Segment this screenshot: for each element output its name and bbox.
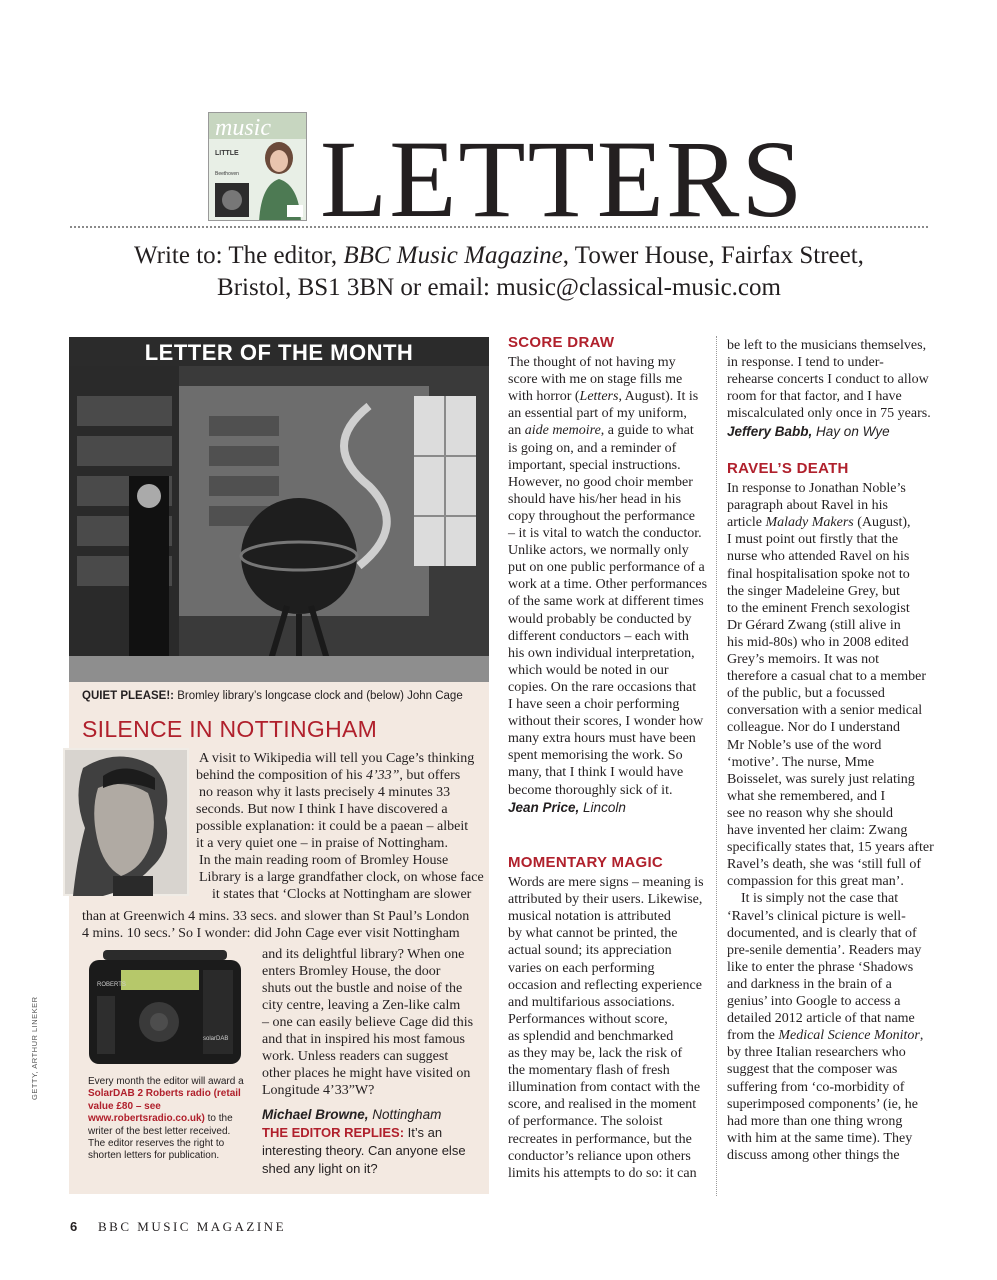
text-line: have invented her claim: Zwang: [727, 823, 908, 838]
text-line: than at Greenwich 4 mins. 33 secs. and slower than St Paul’s London: [82, 909, 470, 924]
text-line: and darkness in the brain of a: [727, 976, 892, 992]
text-line: Library is a large grandfather clock, on whose face: [199, 870, 484, 885]
text-line: the singer Madeleine Grey, but: [727, 583, 900, 599]
text-line: without their scores, I wonder how: [508, 714, 704, 730]
solardab-radio-photo: [85, 950, 245, 1068]
letter-signoff: Jeffery Babb, Hay on Wye: [727, 423, 890, 439]
text-line: room for that factor, and I have: [727, 389, 902, 405]
address-line-2: Bristol, BS1 3BN or email: music@classical-music.com: [217, 274, 781, 301]
ravels-death-heading: RAVEL’S DEATH: [727, 460, 849, 477]
text-line: miscalculated only once in 75 years.: [727, 406, 931, 422]
text-line: In the main reading room of Bromley House: [199, 853, 449, 868]
text-line: 4 mins. 10 secs.’ So I wonder: did John Cage ever visit Nottingham: [82, 926, 460, 941]
text-line: In response to Jonathan Noble’s: [727, 481, 906, 496]
photo-caption: QUIET PLEASE!: Bromley library’s longcase clock and (below) John Cage: [82, 690, 463, 702]
text-line: Ravel’s death, she was ‘still full of: [727, 857, 922, 873]
text-line: Boisselet, was surely just relating: [727, 771, 915, 787]
momentary-magic-heading: MOMENTARY MAGIC: [508, 854, 664, 871]
text-line: – it is vital to watch the conductor.: [508, 526, 702, 541]
text-line: his mid-80s) who in 2008 edited: [727, 634, 909, 650]
text-line: his own individual interpretation,: [508, 645, 695, 661]
text-line: varies on each performing: [508, 960, 655, 976]
text-line: colleague. Nor do I understand: [727, 720, 900, 736]
address-line-1: Write to: The editor, BBC Music Magazine, Tower House, Fairfax Street,: [134, 242, 864, 269]
text-line: what she remembered, and I: [727, 788, 886, 804]
text-line: many, that I think I would have: [508, 765, 684, 781]
text-line: suggest that the composer was: [727, 1062, 898, 1078]
header-dotted-rule: [70, 226, 928, 228]
text-line: illumination from contact with the: [508, 1080, 701, 1096]
text-line: enters Bromley House, the door: [262, 964, 441, 979]
text-line: shuts out the bustle and noise of the: [262, 981, 463, 996]
footer-magazine-name: BBC MUSIC MAGAZINE: [98, 1219, 287, 1234]
text-line: Words are mere signs – meaning is: [508, 875, 704, 890]
text-line: to the eminent French sexologist: [727, 600, 910, 616]
page-number: 6: [70, 1219, 78, 1234]
text-line: other places he might have visited on: [262, 1066, 471, 1081]
text-line: see no reason why she should: [727, 805, 894, 821]
text-line: It is simply not the case that: [741, 891, 899, 907]
text-line: of performance. The soloist: [508, 1114, 663, 1130]
text-line: I have seen a choir performing: [508, 697, 680, 712]
text-line: which would be noted in our: [508, 662, 669, 678]
text-line: conductor’s reliance upon others: [508, 1148, 691, 1164]
text-line: superimposed components’ (ie, he: [727, 1096, 919, 1112]
magazine-cover-thumbnail: [208, 112, 307, 221]
text-line: therefore a casual chat to a member: [727, 669, 927, 685]
text-line: copies. On the rare occasions that: [508, 679, 697, 695]
text-line: Mr Noble’s use of the word: [727, 737, 882, 753]
text-line: and its delightful library? When one: [262, 947, 465, 962]
write-to-address: [70, 240, 928, 304]
cover-line: Beethoven: [215, 171, 239, 177]
text-line: city centre, leaving a Zen-like calm: [262, 998, 461, 1013]
text-line: from the Medical Science Monitor,: [727, 1028, 924, 1044]
lotm-signoff: Michael Browne, Nottingham: [262, 1107, 442, 1122]
text-line: with him at the same time). They: [727, 1130, 913, 1146]
text-line: limits his attempts to do so: it can: [508, 1165, 697, 1181]
text-line: no reason why it lasts precisely 4 minutes 33: [199, 785, 451, 800]
text-line: attributed by their users. Likewise,: [508, 892, 703, 908]
cover-logo: music: [215, 115, 271, 141]
text-line: of the public, but a focussed: [727, 686, 885, 702]
text-line: Longitude 4’33”W?: [262, 1083, 375, 1098]
text-line: musical notation is attributed: [508, 909, 671, 925]
john-cage-photo: [63, 748, 189, 896]
text-line: in response. I tend to under-: [727, 355, 884, 371]
text-line: specifically states that, 15 years after: [727, 840, 934, 856]
text-line: had more than one thing wrong: [727, 1113, 903, 1129]
text-line: documented, and is clearly that of: [727, 925, 917, 941]
letter-headline: SILENCE IN NOTTINGHAM: [82, 716, 378, 742]
text-line: score, and realised in the moment: [508, 1097, 697, 1113]
editor-replies: THE EDITOR REPLIES: It’s an interesting theory. Can anyone else shed any light on it?: [262, 1125, 466, 1176]
text-line: it a very quiet one – in praise of Nottingham.: [196, 836, 448, 851]
text-line: spent memorising the work. So: [508, 748, 683, 764]
text-line: paragraph about Ravel in his: [727, 498, 888, 514]
text-line: the momentary flash of fresh: [508, 1063, 670, 1079]
text-line: compassion for this great man’.: [727, 874, 904, 890]
text-line: behind the composition of his 4’33”, but offers: [196, 768, 461, 783]
text-line: copy throughout the performance: [508, 508, 695, 524]
text-line: as they may be, lack the risk of: [508, 1046, 683, 1061]
page-title: LETTERS: [320, 118, 805, 240]
text-line: score with me on stage fills me: [508, 372, 683, 388]
text-line: The thought of not having my: [508, 355, 676, 370]
text-line: an essential part of my uniform,: [508, 406, 687, 422]
text-line: discuss among other things the: [727, 1147, 900, 1163]
magazine-name: BBC Music Magazine: [343, 242, 563, 269]
text-line: occasion and reflecting experience: [508, 977, 702, 993]
text-line: by what cannot be printed, the: [508, 926, 678, 942]
column-rule: [716, 336, 717, 1196]
text-line: genius’ into Google to access a: [727, 994, 901, 1009]
text-line: an aide memoire, a guide to what: [508, 423, 694, 439]
radio-brand: ROBERTS: [97, 982, 126, 988]
text-line: Grey’s memoirs. It was not: [727, 652, 880, 667]
text-line: However, no good choir member: [508, 474, 693, 490]
radio-model: solarDAB: [203, 1036, 229, 1042]
text-line: ‘Ravel’s clinical picture is well-: [727, 908, 906, 924]
text-line: like to enter the phrase ‘Shadows: [727, 959, 914, 975]
text-line: ‘motive’. The nurse, Mme: [727, 754, 875, 770]
text-line: possible explanation: it could be a paean – albeit: [196, 819, 469, 834]
text-line: and multifarious associations.: [508, 994, 675, 1010]
text-line: seconds. But now I think I have discovered a: [196, 802, 448, 817]
text-line: rehearse concerts I conduct to allow: [727, 372, 929, 388]
text-line: suffering from ‘co-morbidity of: [727, 1079, 905, 1095]
text-line: should have his/her head in his: [508, 491, 682, 507]
text-line: of the same work at different times: [508, 594, 704, 610]
letter-signoff: Jean Price, Lincoln: [508, 799, 626, 815]
photo-credit: GETTY, ARTHUR LINEKER: [30, 996, 39, 1100]
text-line: detailed 2012 article of that name: [727, 1011, 915, 1027]
text-line: and that in inspired his most famous: [262, 1032, 465, 1047]
text-line: is going on, and a reminder of: [508, 440, 677, 456]
text-line: conversation with a senior medical: [727, 703, 923, 719]
text-line: work. Unless readers can suggest: [262, 1049, 449, 1064]
text-line: many extra hours must have been: [508, 731, 696, 747]
cover-word: LITTLE: [215, 150, 239, 157]
text-line: pre-senile dementia’. Readers may: [727, 942, 922, 958]
text-line: – one can easily believe Cage did this: [262, 1015, 474, 1030]
text-line: nurse who attended Ravel on his: [727, 549, 910, 565]
text-line: Unlike actors, we normally only: [508, 543, 689, 559]
text-line: work at a time. Other performances: [508, 577, 708, 593]
text-line: Dr Gérard Zwang (still alive in: [727, 617, 901, 633]
text-line: become thoroughly sick of it.: [508, 782, 673, 798]
text-line: with horror (Letters, August). It is: [508, 389, 699, 405]
text-line: actual sound; its appreciation: [508, 943, 672, 959]
score-draw-heading: SCORE DRAW: [508, 334, 615, 351]
library-photo: [69, 366, 489, 682]
text-line: article Malady Makers (August),: [727, 515, 911, 531]
text-line: it states that ‘Clocks at Nottingham are slower: [212, 887, 472, 902]
text-line: different conductors – each with: [508, 628, 689, 644]
text-line: I must point out firstly that the: [727, 532, 899, 548]
text-line: A visit to Wikipedia will tell you Cage’s thinking: [199, 751, 475, 766]
text-line: would probably be conducted by: [508, 611, 692, 627]
prize-notice: Every month the editor will award a SolarDAB 2 Roberts radio (retail value £80 – see www.robertsradio.co.uk) to the writer of the best letter received. The editor reserves the right to shorten letters for publication.: [88, 1076, 244, 1162]
lotm-title: LETTER OF THE MONTH: [144, 340, 414, 365]
text-line: as splendid and benchmarked: [508, 1028, 674, 1044]
text-line: recreates in performance, but the: [508, 1131, 692, 1147]
text-line: put on one public performance of a: [508, 560, 705, 576]
text-line: Performances without score,: [508, 1011, 668, 1027]
text-line: important, special instructions.: [508, 457, 681, 473]
text-line: final hospitalisation spoke not to: [727, 566, 910, 582]
text-line: be left to the musicians themselves,: [727, 338, 927, 353]
text-line: by three Italian researchers who: [727, 1045, 906, 1061]
